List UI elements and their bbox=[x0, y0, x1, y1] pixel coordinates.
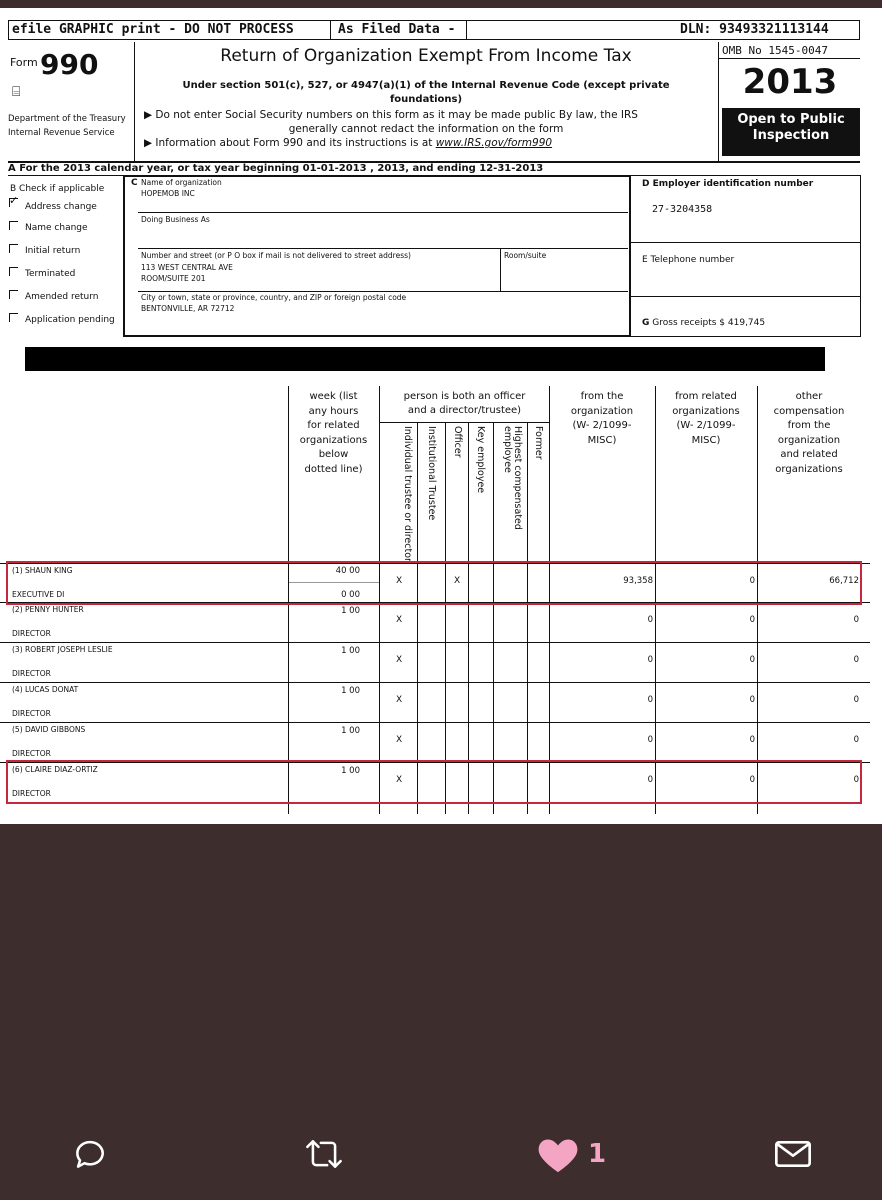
retweet-icon bbox=[303, 1135, 345, 1173]
col-officer: Officer bbox=[452, 426, 463, 458]
room-label: Room/suite bbox=[504, 251, 547, 260]
col-position-header: person is both an officer and a director/trustee) bbox=[403, 391, 526, 416]
heart-icon bbox=[536, 1134, 580, 1174]
col-from-related-header: from related organizations (W- 2/1099- MISC) bbox=[672, 391, 740, 446]
highlight-box-shaun-king bbox=[6, 561, 862, 605]
gross-receipts: G Gross receipts $ 419,745 bbox=[642, 318, 766, 328]
form-word: Form bbox=[10, 56, 38, 69]
col-highest-compensated: Highest compensated employee bbox=[502, 426, 523, 530]
person-name: (4) LUCAS DONAT bbox=[12, 685, 79, 694]
highlight-box-claire-diaz-ortiz bbox=[6, 760, 862, 804]
hours: 40 00 bbox=[335, 566, 360, 576]
comp-from-org: 0 bbox=[647, 615, 653, 625]
comp-from-related: 0 bbox=[749, 655, 755, 665]
retweet-button[interactable] bbox=[298, 1132, 350, 1176]
org-name: HOPEMOB INC bbox=[141, 189, 195, 198]
col-institutional-trustee: Institutional Trustee bbox=[426, 426, 437, 521]
comp-from-related: 0 bbox=[749, 695, 755, 705]
check-terminated[interactable] bbox=[9, 267, 18, 276]
check-label: Address change bbox=[25, 202, 97, 212]
open-public-line2: Inspection bbox=[752, 128, 830, 143]
col-key-employee: Key employee bbox=[475, 426, 486, 494]
check-label: Amended return bbox=[25, 292, 99, 302]
reply-button[interactable] bbox=[66, 1132, 114, 1176]
form-title: Return of Organization Exempt From Income Tax bbox=[220, 46, 632, 66]
comp-other: 0 bbox=[853, 655, 859, 665]
open-public-line1: Open to Public bbox=[737, 112, 845, 127]
d-label: D Employer identification number bbox=[642, 179, 814, 189]
comp-other: 0 bbox=[853, 735, 859, 745]
person-name: (6) CLAIRE DIAZ-ORTIZ bbox=[12, 765, 98, 774]
share-button[interactable] bbox=[768, 1132, 818, 1176]
form-icon: ⌸ bbox=[12, 84, 21, 100]
c-label: C bbox=[131, 178, 138, 188]
comp-from-org: 0 bbox=[647, 775, 653, 785]
person-title: DIRECTOR bbox=[12, 709, 51, 718]
comp-from-org: 0 bbox=[647, 735, 653, 745]
hours-related: 0 00 bbox=[341, 590, 360, 600]
e-label: E Telephone number bbox=[642, 255, 735, 265]
like-count: 1 bbox=[588, 1139, 607, 1169]
street-label: Number and street (or P O box if mail is not delivered to street address) bbox=[141, 251, 411, 260]
dept-line2: Internal Revenue Service bbox=[8, 128, 115, 138]
comp-from-org: 0 bbox=[647, 695, 653, 705]
ein: 27-3204358 bbox=[652, 204, 713, 215]
irs-link[interactable]: www.IRS.gov/form990 bbox=[435, 137, 553, 149]
check-name-change[interactable] bbox=[9, 221, 18, 230]
check-label: Initial return bbox=[25, 246, 81, 256]
trustee-mark: X bbox=[396, 695, 403, 705]
comp-from-related: 0 bbox=[749, 735, 755, 745]
person-name: (2) PENNY HUNTER bbox=[12, 605, 84, 614]
street-value2: ROOM/SUITE 201 bbox=[141, 274, 206, 283]
hours: 1 00 bbox=[341, 766, 360, 776]
b-label: B Check if applicable bbox=[10, 184, 105, 194]
col-hours-header: week (list any hours for related organizations below dotted line) bbox=[299, 391, 368, 475]
dln: DLN: 93493321113144 bbox=[680, 22, 829, 37]
check-label: Terminated bbox=[25, 269, 76, 279]
like-button[interactable] bbox=[536, 1132, 616, 1176]
person-name: (3) ROBERT JOSEPH LESLIE bbox=[12, 645, 113, 654]
redaction-bar bbox=[25, 347, 825, 371]
note2: ▶ Information about Form 990 and its instructions is at www.IRS.gov/form990 bbox=[144, 137, 553, 149]
check-amended-return[interactable] bbox=[9, 290, 18, 299]
trustee-mark: X bbox=[396, 615, 403, 625]
city-value: BENTONVILLE, AR 72712 bbox=[141, 304, 235, 313]
col-former: Former bbox=[533, 426, 544, 460]
hours: 1 00 bbox=[341, 606, 360, 616]
person-name: (5) DAVID GIBBONS bbox=[12, 725, 86, 734]
trustee-mark: X bbox=[396, 576, 403, 586]
check-mark: ✓ bbox=[9, 194, 19, 207]
comp-other: 0 bbox=[853, 615, 859, 625]
section-a-line: A For the 2013 calendar year, or tax year beginning 01-01-2013 , 2013, and ending 12-31-2013 bbox=[8, 163, 544, 174]
person-title: DIRECTOR bbox=[12, 629, 51, 638]
street-value1: 113 WEST CENTRAL AVE bbox=[141, 263, 233, 272]
col-individual-trustee: Individual trustee or director bbox=[402, 426, 413, 562]
form-number: 990 bbox=[40, 48, 99, 81]
person-title: EXECUTIVE DI bbox=[12, 590, 65, 599]
comp-other: 0 bbox=[853, 775, 859, 785]
as-filed-label: As Filed Data - bbox=[338, 22, 456, 37]
trustee-mark: X bbox=[396, 655, 403, 665]
comp-from-related: 0 bbox=[749, 775, 755, 785]
comp-other: 0 bbox=[853, 695, 859, 705]
dept-line1: Department of the Treasury bbox=[8, 114, 126, 124]
city-label: City or town, state or province, country, and ZIP or foreign postal code bbox=[141, 293, 407, 302]
note1-line1: ▶ Do not enter Social Security numbers on this form as it may be made public By law, the IRS bbox=[144, 109, 638, 121]
comp-from-org: 0 bbox=[647, 655, 653, 665]
comp-other: 66,712 bbox=[829, 576, 859, 586]
check-label: Name change bbox=[25, 223, 88, 233]
share-mail-icon bbox=[773, 1136, 813, 1172]
col-from-org-header: from the organization (W- 2/1099- MISC) bbox=[570, 391, 634, 446]
form-990-image bbox=[0, 8, 882, 824]
note1-line2: generally cannot redact the information on the form bbox=[288, 123, 564, 135]
trustee-mark: X bbox=[396, 735, 403, 745]
top-bar bbox=[0, 0, 882, 8]
hours: 1 00 bbox=[341, 726, 360, 736]
trustee-mark: X bbox=[396, 775, 403, 785]
name-label: Name of organization bbox=[141, 178, 222, 187]
person-title: DIRECTOR bbox=[12, 749, 51, 758]
hours: 1 00 bbox=[341, 686, 360, 696]
hours: 1 00 bbox=[341, 646, 360, 656]
check-initial-return[interactable] bbox=[9, 244, 18, 253]
tax-year: 2013 bbox=[742, 62, 838, 102]
subtitle-line1: Under section 501(c), 527, or 4947(a)(1) of the Internal Revenue Code (except private bbox=[182, 80, 670, 91]
col-other-header: other compensation from the organization and related organizations bbox=[773, 391, 845, 475]
comp-from-org: 93,358 bbox=[623, 576, 653, 586]
officer-mark: X bbox=[454, 576, 461, 586]
comp-from-related: 0 bbox=[749, 576, 755, 586]
reply-icon bbox=[71, 1135, 109, 1173]
check-label: Application pending bbox=[25, 315, 115, 325]
person-name: (1) SHAUN KING bbox=[12, 566, 73, 575]
check-application-pending[interactable] bbox=[9, 313, 18, 322]
efile-label: efile GRAPHIC print - DO NOT PROCESS bbox=[12, 22, 294, 37]
comp-from-related: 0 bbox=[749, 615, 755, 625]
dba-label: Doing Business As bbox=[141, 215, 210, 224]
person-title: DIRECTOR bbox=[12, 789, 51, 798]
omb-number: OMB No 1545-0047 bbox=[722, 44, 828, 57]
subtitle-line2: foundations) bbox=[389, 94, 463, 105]
person-title: DIRECTOR bbox=[12, 669, 51, 678]
